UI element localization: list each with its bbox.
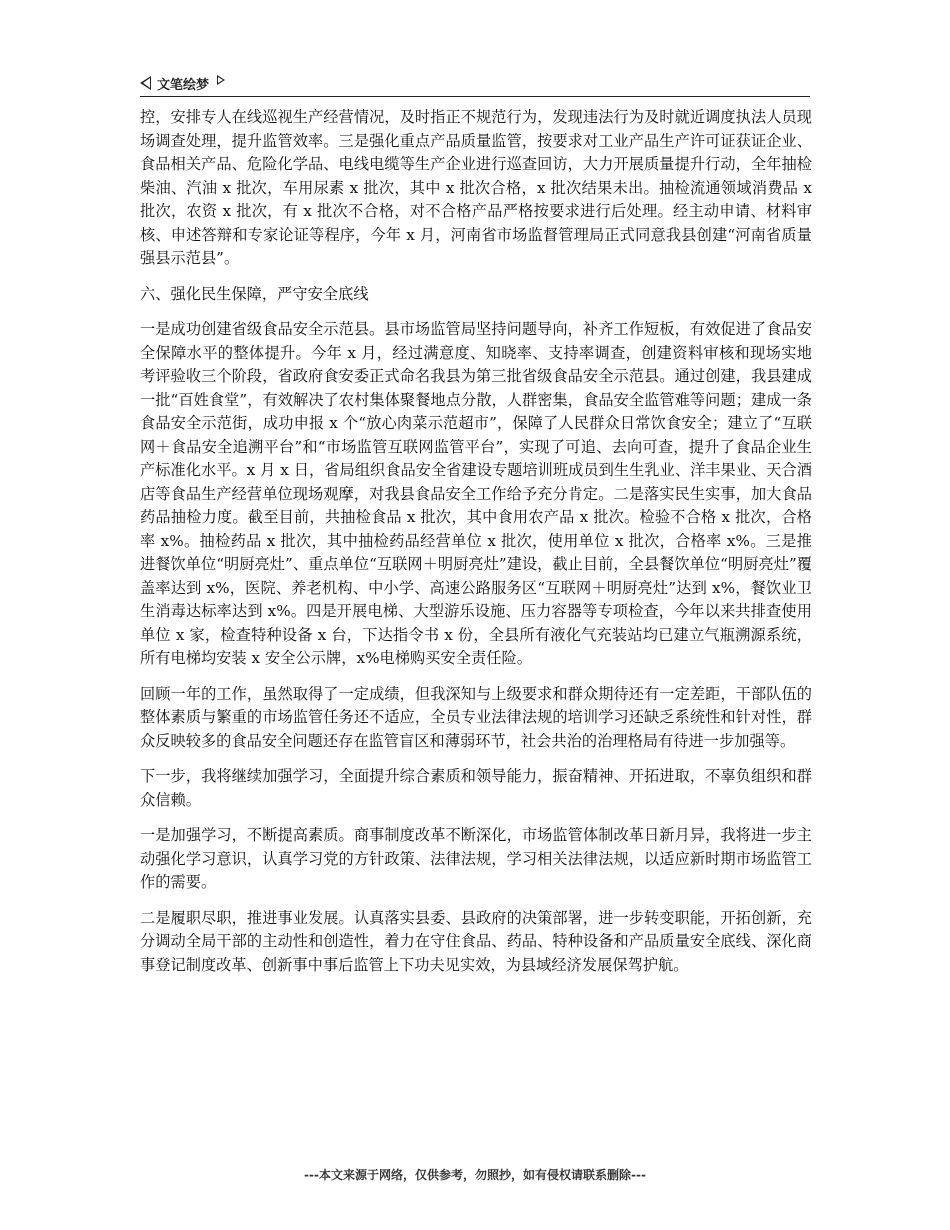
section-heading: 六、强化民生保障，严守安全底线 <box>140 284 369 303</box>
triangle-left-icon <box>140 76 151 90</box>
paragraph-next-step: 下一步，我将继续加强学习，全面提升综合素质和领导能力，振奋精神、开拓进取，不辜负组织和群众信赖。 <box>140 767 812 809</box>
page-header <box>140 72 810 97</box>
brand-logo-text: 文笔绘梦 <box>157 77 210 93</box>
brand-logo <box>140 72 810 94</box>
document-body <box>140 106 812 989</box>
triangle-right-icon <box>217 75 225 85</box>
paragraph-study: 一是加强学习，不断提高素质。商事制度改革不断深化，市场监管体制改革日新月异，我将进一步主动强化学习意识，认真学习党的方针政策、法律法规，学习相关法律法规，以适应新时期市场监管工作的需要。 <box>140 826 812 891</box>
paragraph-food-safety: 一是成功创建省级食品安全示范县。县市场监管局坚持问题导向，补齐工作短板，有效促进了食品安全保障水平的整体提升。今年 x 月，经过满意度、知晓率、支持率调查，创建资料审核和现场实地考评验收三个阶段，省政府食安委正式命名我县为第三批省级食品安全示范县。通过创建，我县建成一批“百姓食堂”，有效解决了农村集体聚餐地点分散，人群密集，食品安全监管难等问题；建成一条食品安全示范街，成功申报 x 个“放心肉菜示范超市”，保障了人民群众日常饮食安全；建立了“互联网＋食品安全追溯平台”和“市场监管互联网监管平台”，实现了可追、去向可查，提升了食品企业生产标准化水平。x 月 x 日，省局组织食品安全省建设专题培训班成员到生生乳业、洋丰果业、天合酒店等食品生产经营单位现场观摩，对我县食品安全工作给予充分肯定。二是落实民生实事，加大食品药品抽检力度。截至目前，共抽检食品 x 批次，其中食用农产品 x 批次。检验不合格 x 批次，合格率 x%。抽检药品 x 批次，其中抽检药品经营单位 x 批次，使用单位 x 批次，合格率 x%。三是推进餐饮单位“明厨亮灶”、重点单位“互联网＋明厨亮灶”建设，截止目前，全县餐饮单位“明厨亮灶”覆盖率达到 x%，医院、养老机构、中小学、高速公路服务区“互联网＋明厨亮灶”达到 x%，餐饮业卫生消毒达标率达到 x%。四是开展电梯、大型游乐设施、压力容器等专项检查，今年以来共排查使用单位 x 家，检查特种设备 x 台，下达指令书 x 份，全县所有液化气充装站均已建立气瓶溯源系统，所有电梯均安装 x 安全公示牌，x%电梯购买安全责任险。 <box>140 320 812 667</box>
paragraph-duty: 二是履职尽职，推进事业发展。认真落实县委、县政府的决策部署，进一步转变职能，开拓创新，充分调动全局干部的主动性和创造性，着力在守住食品、药品、特种设备和产品质量安全底线、深化商事登记制度改革、创新事中事后监管上下功夫见实效，为县域经济发展保驾护航。 <box>140 908 812 974</box>
page-footer: ---本文来源于网络，仅供参考，勿照抄，如有侵权请联系删除--- <box>304 1168 646 1182</box>
paragraph-review: 回顾一年的工作，虽然取得了一定成绩，但我深知与上级要求和群众期待还有一定差距，干部队伍的整体素质与繁重的市场监管任务还不适应，全员专业法律法规的培训学习还缺乏系统性和针对性，群众反映较多的食品安全问题还存在监管盲区和薄弱环节，社会共治的治理格局有待进一步加强等。 <box>140 684 812 750</box>
paragraph-quality-supervision: 控，安排专人在线巡视生产经营情况，及时指正不规范行为，发现违法行为及时就近调度执法人员现场调查处理，提升监管效率。三是强化重点产品质量监管，按要求对工业产品生产许可证获证企业、食品相关产品、危险化学品、电线电缆等生产企业进行巡查回访，大力开展质量提升行动，全年抽检柴油、汽油 x 批次，车用尿素 x 批次，其中 x 批次合格，x 批次结果未出。抽检流通领域消费品 x 批次，农资 x 批次，有 x 批次不合格，对不合格产品严格按要求进行后处理。经主动申请、材料审核、申述答辩和专家论证等程序，今年 x 月，河南省市场监督管理局正式同意我县创建“河南省质量强县示范县”。 <box>140 108 812 267</box>
